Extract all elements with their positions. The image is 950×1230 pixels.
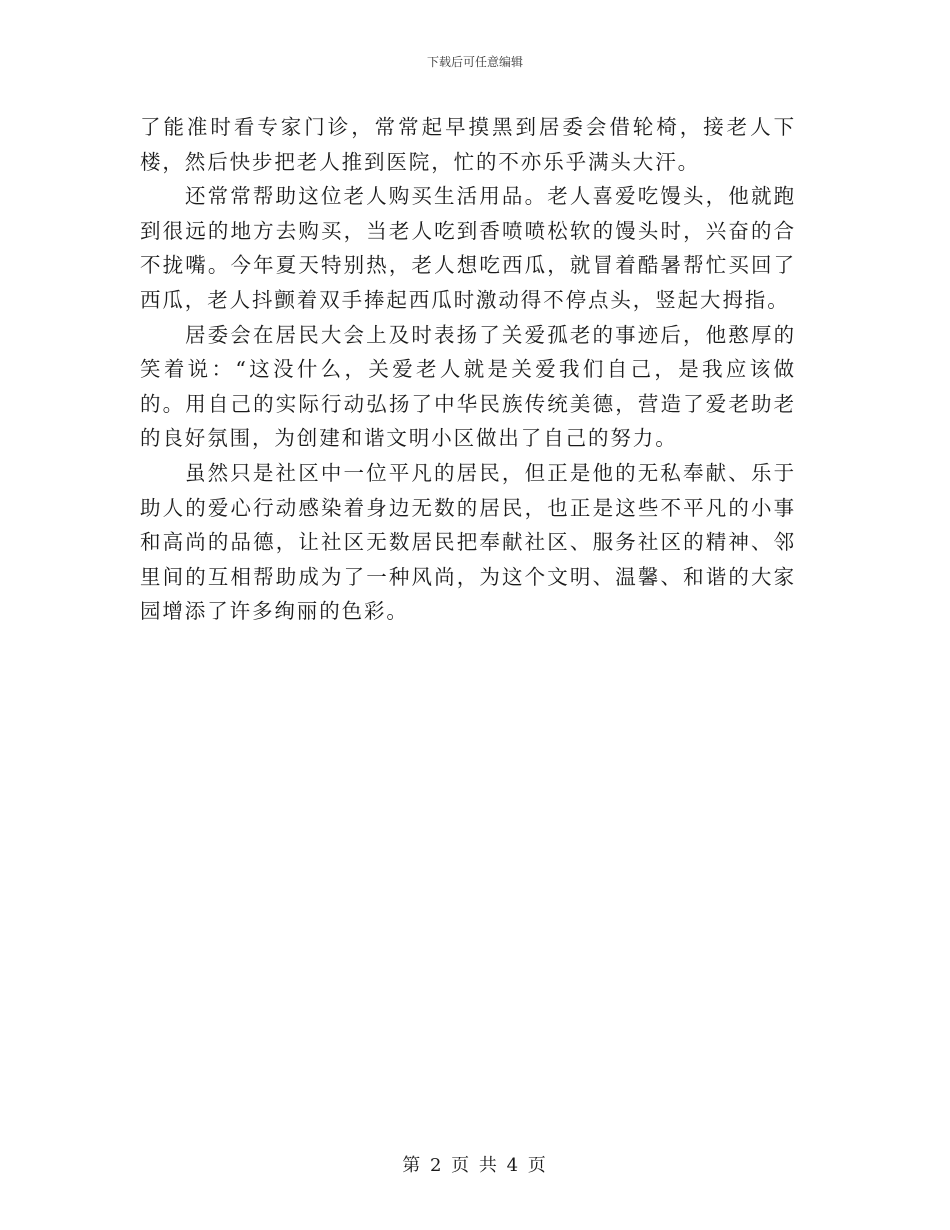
page-header-note: 下载后可任意编辑: [426, 55, 523, 69]
paragraph: 虽然只是社区中一位平凡的居民，但正是他的无私奉献、乐于助人的爱心行动感染着身边无数的居民，也正是这些不平凡的小事和高尚的品德，让社区无数居民把奉献社区、服务社区的精神、邻里间的互相帮助成为了一种风尚，为这个文明、温馨、和谐的大家园增添了许多绚丽的色彩。: [140, 460, 796, 624]
paragraph: 还常常帮助这位老人购买生活用品。老人喜爱吃馒头，他就跑到很远的地方去购买，当老人吃到香喷喷松软的馒头时，兴奋的合不拢嘴。今年夏天特别热，老人想吃西瓜，就冒着酷暑帮忙买回了西瓜，老人抖颤着双手捧起西瓜时激动得不停点头，竖起大拇指。: [140, 184, 796, 312]
paragraph-continued: 了能准时看专家门诊，常常起早摸黑到居委会借轮椅，接老人下楼，然后快步把老人推到医院，忙的不亦乐乎满头大汗。: [140, 115, 796, 174]
document-body: [140, 110, 796, 629]
page-number-footer: [0, 1155, 950, 1177]
page-number-label: 第 2 页 共 4 页: [402, 1155, 548, 1176]
paragraph: 居委会在居民大会上及时表扬了关爱孤老的事迹后，他憨厚的笑着说：“这没什么，关爱老人就是关爱我们自己，是我应该做的。用自己的实际行动弘扬了中华民族传统美德，营造了爱老助老的良好氛围，为创建和谐文明小区做出了自己的努力。: [140, 322, 796, 451]
